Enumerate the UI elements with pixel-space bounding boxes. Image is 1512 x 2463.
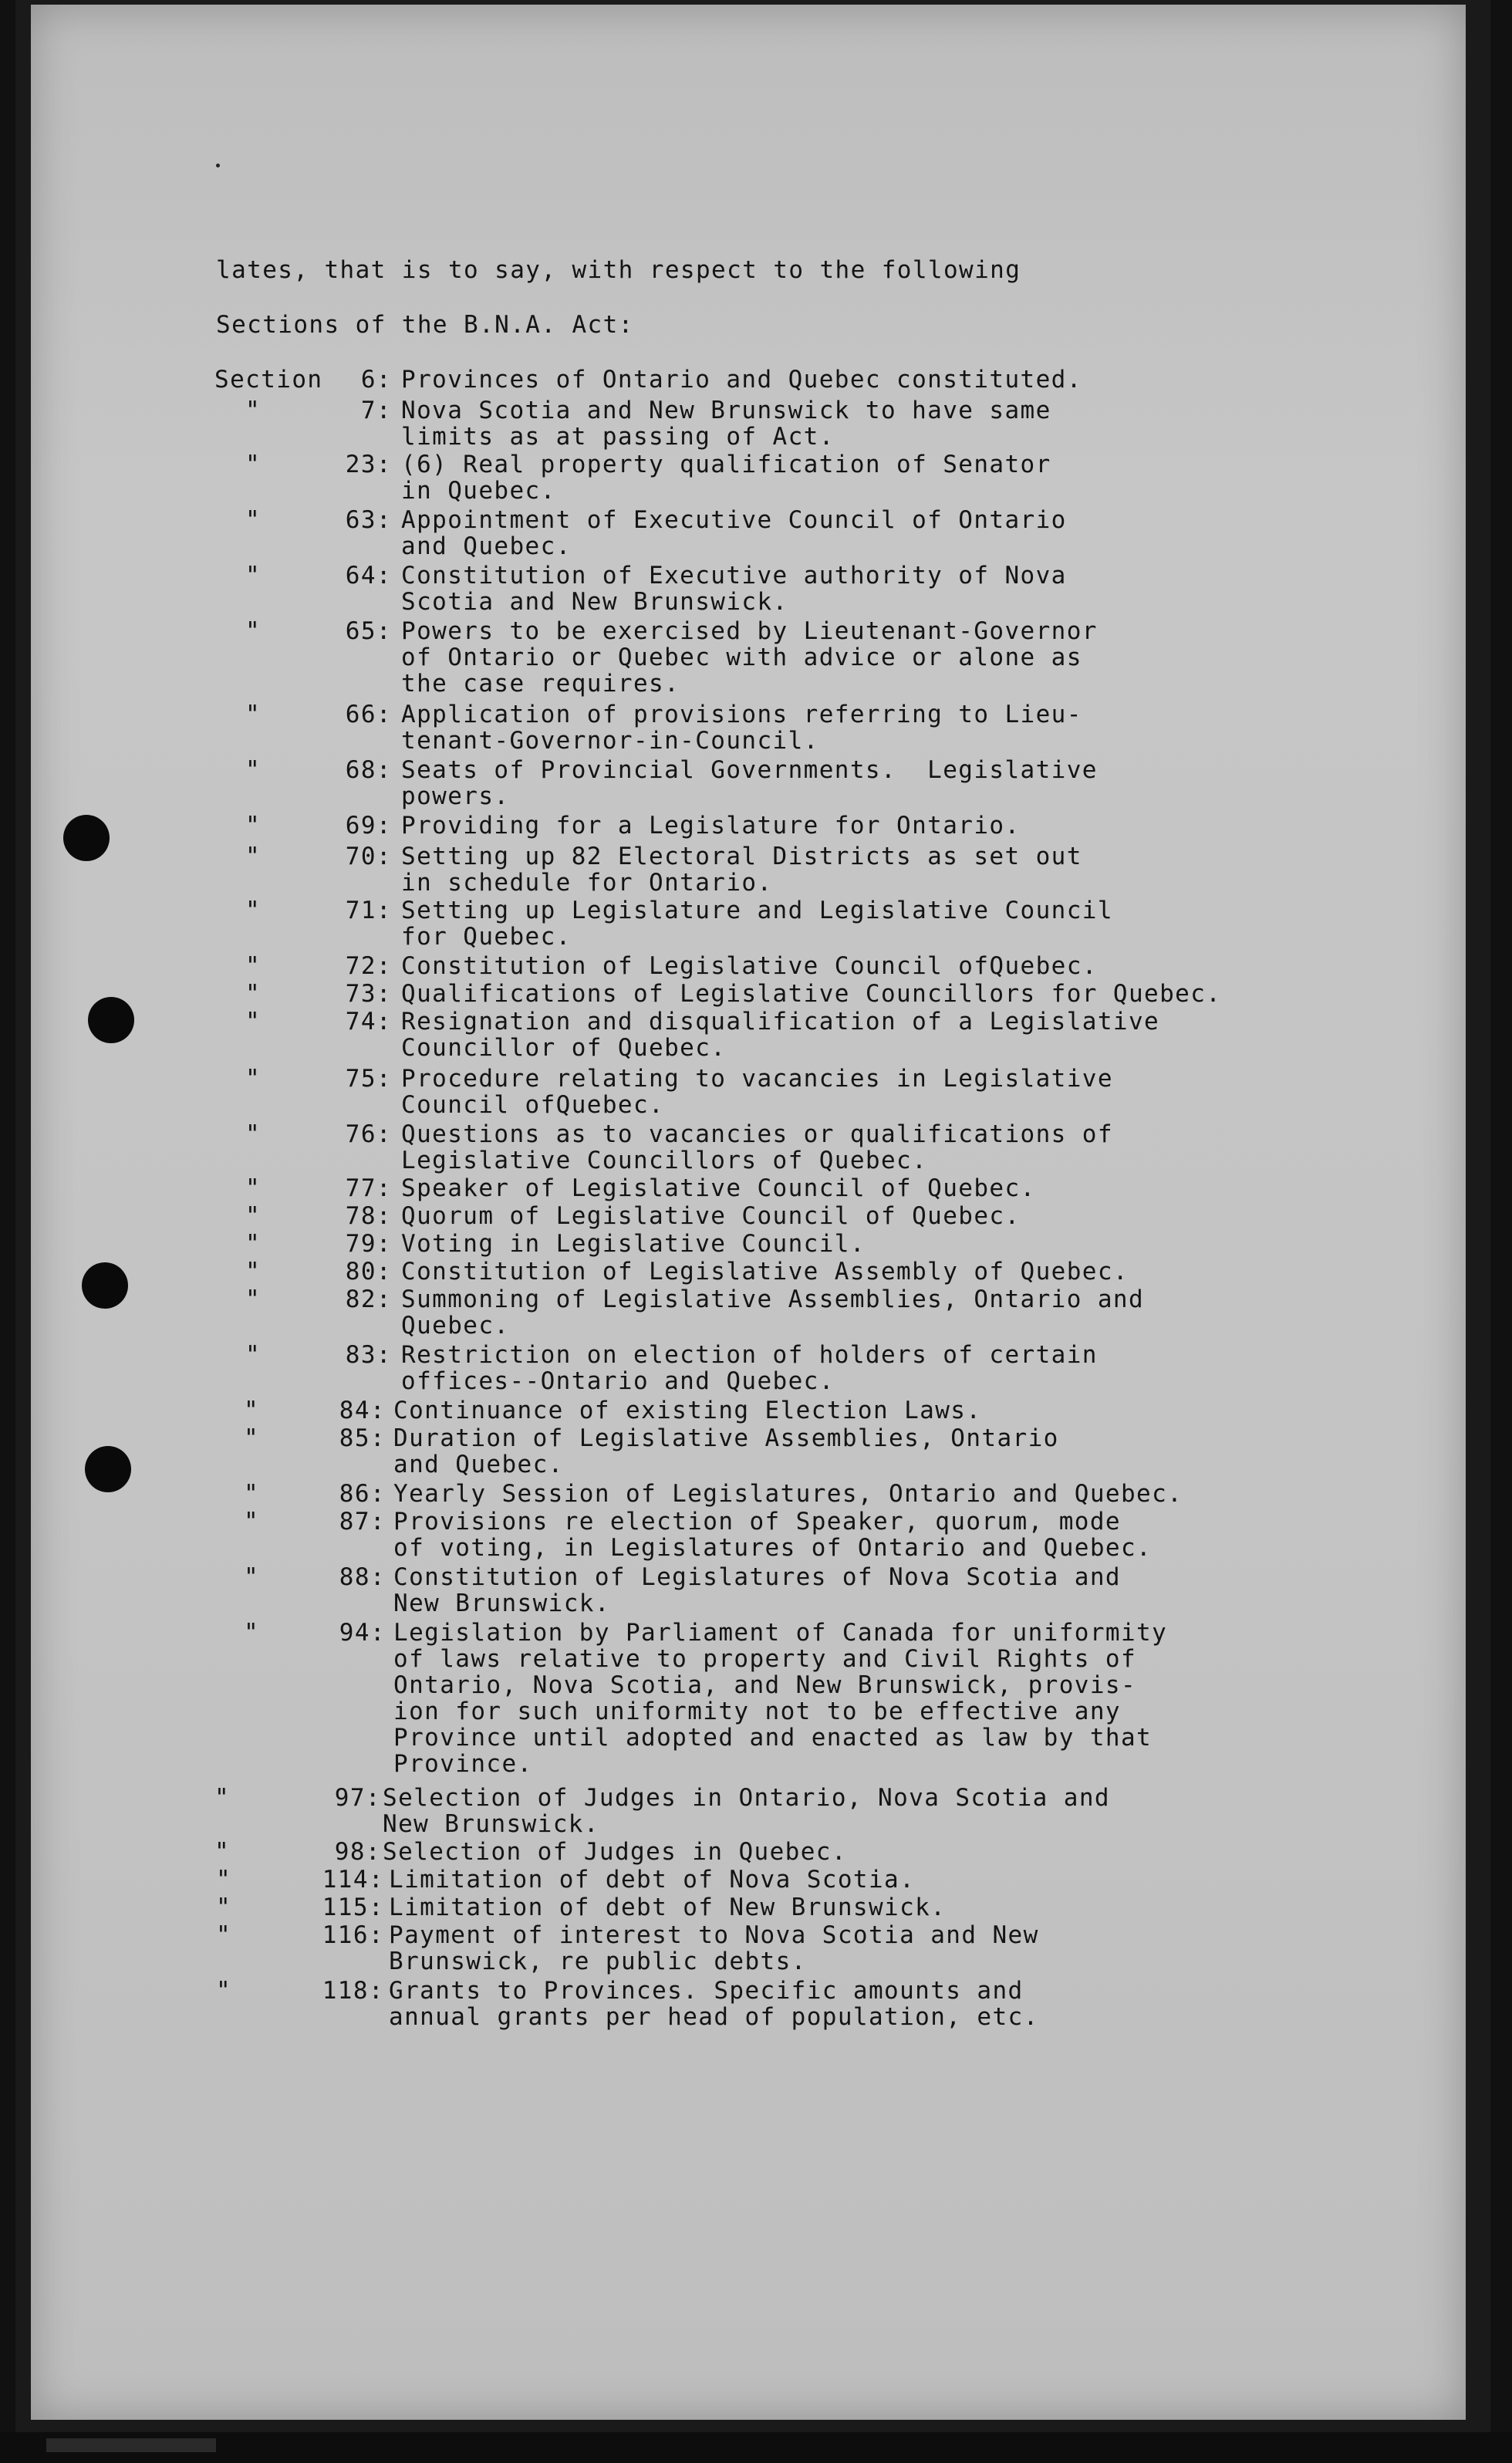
ditto-mark: " [245, 812, 262, 840]
page-speck [216, 164, 220, 167]
section-number: 74: [345, 1008, 392, 1036]
section-number: 82: [345, 1286, 392, 1313]
ditto-mark: " [244, 1397, 260, 1424]
section-description-line: Ontario, Nova Scotia, and New Brunswick, provis- [393, 1671, 1137, 1699]
section-description-line: Selection of Judges in Quebec. [383, 1838, 847, 1866]
ditto-mark: " [245, 1258, 262, 1286]
section-description-line: of laws relative to property and Civil Rights of [393, 1645, 1137, 1673]
ditto-mark: " [214, 1838, 231, 1866]
section-description-line: powers. [401, 782, 510, 810]
section-description-line: Continuance of existing Election Laws. [393, 1397, 982, 1424]
section-number: 70: [345, 843, 392, 870]
section-description-line: Application of provisions referring to Lieu- [401, 701, 1082, 728]
section-number: 72: [345, 952, 392, 980]
section-number: 94: [339, 1619, 386, 1647]
ditto-mark: " [245, 506, 262, 534]
section-description-line: Seats of Provincial Governments. Legislative [401, 756, 1098, 784]
ditto-mark: " [244, 1619, 260, 1647]
ditto-mark: " [245, 1202, 262, 1230]
section-number: 68: [345, 756, 392, 784]
section-description-line: Provisions re election of Speaker, quorum, mode [393, 1508, 1121, 1536]
ditto-mark: " [245, 562, 262, 590]
section-description-line: of Ontario or Quebec with advice or alone as [401, 644, 1082, 671]
section-description-line: Voting in Legislative Council. [401, 1230, 866, 1258]
section-description-line: in Quebec. [401, 477, 556, 505]
section-description-line: Constitution of Legislatures of Nova Scotia and [393, 1563, 1121, 1591]
section-description-line: Setting up 82 Electoral Districts as set out [401, 843, 1082, 870]
ditto-mark: " [244, 1480, 260, 1508]
ditto-mark: " [216, 1921, 232, 1949]
section-description-line: Constitution of Legislative Council ofQuebec. [401, 952, 1098, 980]
ditto-mark: " [245, 952, 262, 980]
ditto-mark: " [245, 701, 262, 728]
film-edge [0, 2432, 1512, 2463]
section-number: 83: [345, 1341, 392, 1369]
section-number: 79: [345, 1230, 392, 1258]
section-number: 7: [360, 397, 392, 424]
section-description-line: New Brunswick. [393, 1590, 610, 1617]
section-number: 98: [334, 1838, 381, 1866]
ditto-mark: " [216, 1894, 232, 1921]
ditto-mark: " [245, 1341, 262, 1369]
section-number: 97: [334, 1784, 381, 1812]
section-number: 69: [345, 812, 392, 840]
section-description-line: Providing for a Legislature for Ontario. [401, 812, 1021, 840]
ditto-mark: " [245, 1120, 262, 1148]
intro-line-1: lates, that is to say, with respect to the following [216, 256, 1021, 284]
intro-line-2: Sections of the B.N.A. Act: [216, 311, 634, 339]
section-description-line: Grants to Provinces. Specific amounts and [389, 1977, 1024, 2005]
document-page [31, 5, 1466, 2420]
punch-hole-3 [82, 1262, 128, 1309]
ditto-mark: " [216, 1866, 232, 1894]
punch-hole-4 [85, 1446, 131, 1492]
section-description-line: Resignation and disqualification of a Legislative [401, 1008, 1160, 1036]
ditto-mark: " [214, 1784, 231, 1812]
section-description-line: Provinces of Ontario and Quebec constituted. [401, 366, 1082, 394]
section-description-line: New Brunswick. [383, 1810, 599, 1838]
section-number: 116: [322, 1921, 384, 1949]
section-number: 115: [322, 1894, 384, 1921]
section-number: 66: [345, 701, 392, 728]
section-description-line: Appointment of Executive Council of Ontario [401, 506, 1067, 534]
section-number: 65: [345, 617, 392, 645]
ditto-mark: " [245, 1065, 262, 1093]
ditto-mark: " [245, 397, 262, 424]
section-description-line: Nova Scotia and New Brunswick to have same [401, 397, 1051, 424]
ditto-mark: " [245, 451, 262, 478]
section-number: 71: [345, 897, 392, 924]
ditto-mark: " [245, 1174, 262, 1202]
section-description-line: and Quebec. [393, 1451, 564, 1478]
section-description-line: limits as at passing of Act. [401, 423, 835, 451]
section-description-line: Setting up Legislature and Legislative Council [401, 897, 1113, 924]
section-description-line: Duration of Legislative Assemblies, Ontario [393, 1424, 1059, 1452]
ditto-mark: " [245, 980, 262, 1008]
section-number: 63: [345, 506, 392, 534]
section-description-line: Powers to be exercised by Lieutenant-Governor [401, 617, 1098, 645]
section-description-line: Councillor of Quebec. [401, 1034, 727, 1062]
section-number: 86: [339, 1480, 386, 1508]
section-description-line: tenant-Governor-in-Council. [401, 727, 819, 755]
section-number: 76: [345, 1120, 392, 1148]
section-description-line: Province. [393, 1750, 533, 1778]
section-description-line: for Quebec. [401, 923, 572, 951]
section-number: 78: [345, 1202, 392, 1230]
section-description-line: annual grants per head of population, etc. [389, 2003, 1039, 2031]
section-description-line: (6) Real property qualification of Senator [401, 451, 1051, 478]
section-description-line: Questions as to vacancies or qualifications of [401, 1120, 1113, 1148]
section-number: 64: [345, 562, 392, 590]
section-description-line: Procedure relating to vacancies in Legislative [401, 1065, 1113, 1093]
section-description-line: Legislative Councillors of Quebec. [401, 1147, 928, 1174]
section-description-line: Restriction on election of holders of certain [401, 1341, 1098, 1369]
section-description-line: Limitation of debt of Nova Scotia. [389, 1866, 916, 1894]
section-number: 80: [345, 1258, 392, 1286]
section-description-line: Speaker of Legislative Council of Quebec. [401, 1174, 1036, 1202]
section-number: 87: [339, 1508, 386, 1536]
section-description-line: Summoning of Legislative Assemblies, Ontario and [401, 1286, 1145, 1313]
section-number: 84: [339, 1397, 386, 1424]
section-number: 73: [345, 980, 392, 1008]
section-description-line: the case requires. [401, 670, 680, 698]
ditto-mark: " [245, 1230, 262, 1258]
section-description-line: Selection of Judges in Ontario, Nova Scotia and [383, 1784, 1110, 1812]
punch-hole-2 [88, 997, 134, 1043]
punch-hole-1 [63, 815, 110, 861]
section-description-line: ion for such uniformity not to be effective any [393, 1698, 1121, 1725]
ditto-mark: " [244, 1563, 260, 1591]
section-description-line: Scotia and New Brunswick. [401, 588, 788, 616]
film-tab [46, 2438, 216, 2452]
section-number: 23: [345, 451, 392, 478]
ditto-mark: " [245, 843, 262, 870]
ditto-mark: " [244, 1508, 260, 1536]
section-number: 114: [322, 1866, 384, 1894]
ditto-mark: " [216, 1977, 232, 2005]
section-number: 75: [345, 1065, 392, 1093]
section-description-line: and Quebec. [401, 532, 572, 560]
section-description-line: Province until adopted and enacted as law by that [393, 1724, 1153, 1752]
section-number: 6: [360, 366, 392, 394]
section-description-line: Constitution of Legislative Assembly of Quebec. [401, 1258, 1129, 1286]
section-description-line: Brunswick, re public debts. [389, 1948, 807, 1975]
ditto-mark: " [245, 617, 262, 645]
section-description-line: Quorum of Legislative Council of Quebec. [401, 1202, 1021, 1230]
ditto-mark: " [245, 897, 262, 924]
section-description-line: in schedule for Ontario. [401, 869, 773, 897]
section-description-line: Payment of interest to Nova Scotia and New [389, 1921, 1039, 1949]
section-description-line: Legislation by Parliament of Canada for uniformity [393, 1619, 1168, 1647]
section-description-line: offices--Ontario and Quebec. [401, 1367, 835, 1395]
section-description-line: Constitution of Executive authority of Nova [401, 562, 1067, 590]
ditto-mark: " [245, 756, 262, 784]
section-description-line: Yearly Session of Legislatures, Ontario and Quebec. [393, 1480, 1183, 1508]
section-number: 85: [339, 1424, 386, 1452]
section-description-line: Limitation of debt of New Brunswick. [389, 1894, 947, 1921]
section-number: 88: [339, 1563, 386, 1591]
ditto-mark: " [244, 1424, 260, 1452]
section-number: 77: [345, 1174, 392, 1202]
section-description-line: Qualifications of Legislative Councillors for Quebec. [401, 980, 1222, 1008]
section-word: Section [214, 366, 323, 394]
section-description-line: Quebec. [401, 1312, 510, 1340]
section-description-line: of voting, in Legislatures of Ontario and Quebec. [393, 1534, 1153, 1562]
section-number: 118: [322, 1977, 384, 2005]
ditto-mark: " [245, 1008, 262, 1036]
ditto-mark: " [245, 1286, 262, 1313]
section-description-line: Council ofQuebec. [401, 1091, 665, 1119]
